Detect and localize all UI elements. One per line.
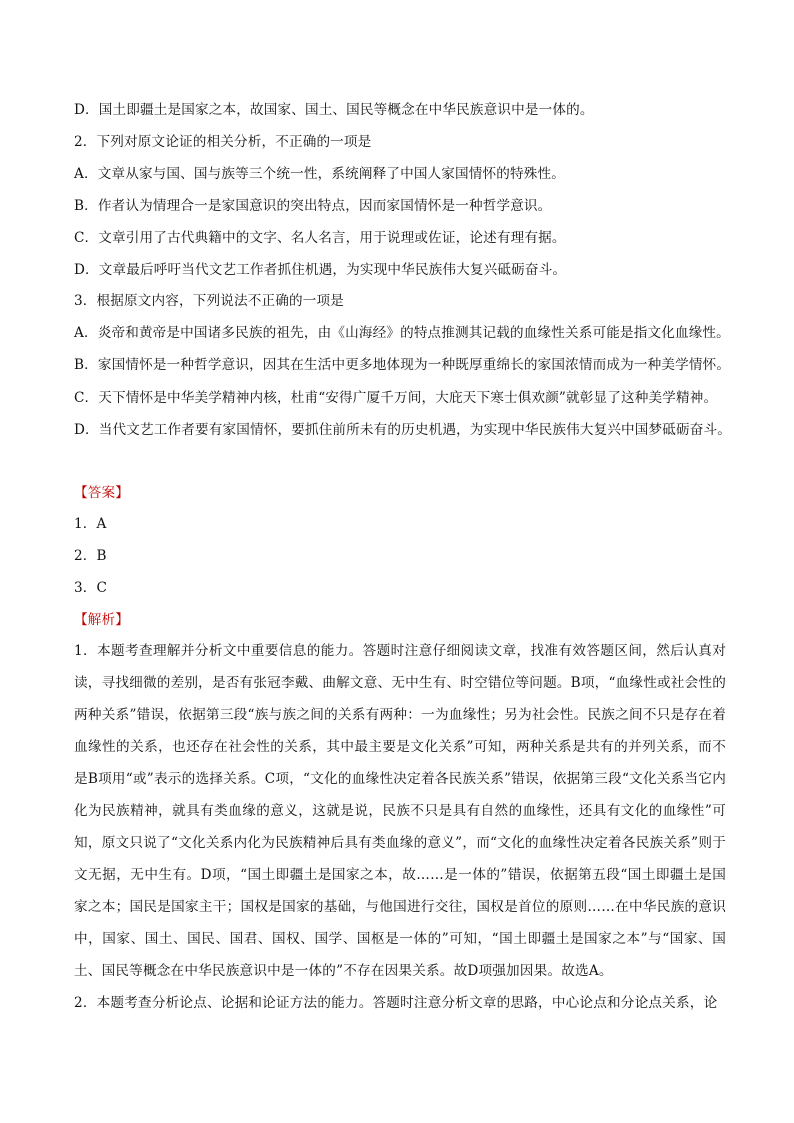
analysis-heading: 【解析】 <box>74 612 129 628</box>
analysis-paragraph-1: 1．本题考查理解并分析文中重要信息的能力。答题时注意仔细阅读文章，找准有效答题区间，然后认真对读，寻找细微的差别，是否有张冠李戴、曲解文意、无中生有、时空错位等问题。B项，“血缘性或社会性的两种关系”错误，依据第三段“族与族之间的关系有两种：一为血缘性；另为社会性。民族之间不只是存在着血缘性的关系，也还存在社会性的关系，其中最主要是文化关系”可知，两种关系是共有的并列关系，而不是B项用“或”表示的选择关系。C项，“文化的血缘性决定着各民族关系”错误，依据第三段“文化关系当它内化为民族精神，就具有类血缘的意义，这就是说，民族不只是具有自然的血缘性，还具有文化的血缘性”可知，原文只说了“文化关系内化为民族精神后具有类血缘的意义”，而“文化的血缘性决定着各民族关系”则于文无据，无中生有。D项，“国土即疆土是国家之本，故……是一体的”错误，依据第五段“国土即疆土是国家之本；国民是国家主干；国权是国家的基础，与他国进行交往，国权是首位的原则……在中华民族的意识中，国家、国土、国民、国君、国权、国学、国枢是一体的”可知，“国土即疆土是国家之本”与“国家、国土、国民等概念在中华民族意识中是一体的”不存在因果关系。故D项强加因果。故选A。 <box>74 643 726 979</box>
question-3-option-d: D．当代文艺工作者要有家国情怀，要抓住前所未有的历史机遇，为实现中华民族伟大复兴中国梦砥砺奋斗。 <box>74 422 732 438</box>
question-3-option-a: A．炎帝和黄帝是中国诸多民族的祖先，由《山海经》的特点推测其记载的血缘性关系可能是指文化血缘性。 <box>74 325 730 341</box>
answer-item-1: 1．A <box>74 516 107 532</box>
question-2-stem: 2．下列对原文论证的相关分析，不正确的一项是 <box>74 134 372 150</box>
question-2-option-a: A．文章从家与国、国与族等三个统一性，系统阐释了中国人家国情怀的特殊性。 <box>74 166 565 182</box>
question-2-option-d: D．文章最后呼吁当代文艺工作者抓住机遇，为实现中华民族伟大复兴砥砺奋斗。 <box>74 262 567 278</box>
question-2-option-c: C．文章引用了古代典籍中的文字、名人名言，用于说理或佐证，论述有理有据。 <box>74 230 566 246</box>
question-3-option-b: B．家国情怀是一种哲学意识，因其在生活中更多地体现为一种既厚重绵长的家国浓情而成为一种美学情怀。 <box>74 357 731 373</box>
answer-item-2: 2．B <box>74 548 107 564</box>
question-1-option-d: D．国土即疆土是国家之本，故国家、国土、国民等概念在中华民族意识中是一体的。 <box>74 102 594 118</box>
question-3-stem: 3．根据原文内容，下列说法不正确的一项是 <box>74 293 344 309</box>
question-3-option-c: C．天下情怀是中华美学精神内核，杜甫“安得广厦千万间，大庇天下寒士俱欢颜”就彰显了这种美学精神。 <box>74 390 718 406</box>
analysis-paragraph-2: 2．本题考查分析论点、论据和论证方法的能力。答题时注意分析文章的思路，中心论点和分论点关系，论 <box>74 995 718 1011</box>
question-2-option-b: B．作者认为情理合一是家国意识的突出特点，因而家国情怀是一种哲学意识。 <box>74 198 552 214</box>
answer-item-3: 3．C <box>74 580 108 596</box>
answer-heading: 【答案】 <box>74 485 129 501</box>
